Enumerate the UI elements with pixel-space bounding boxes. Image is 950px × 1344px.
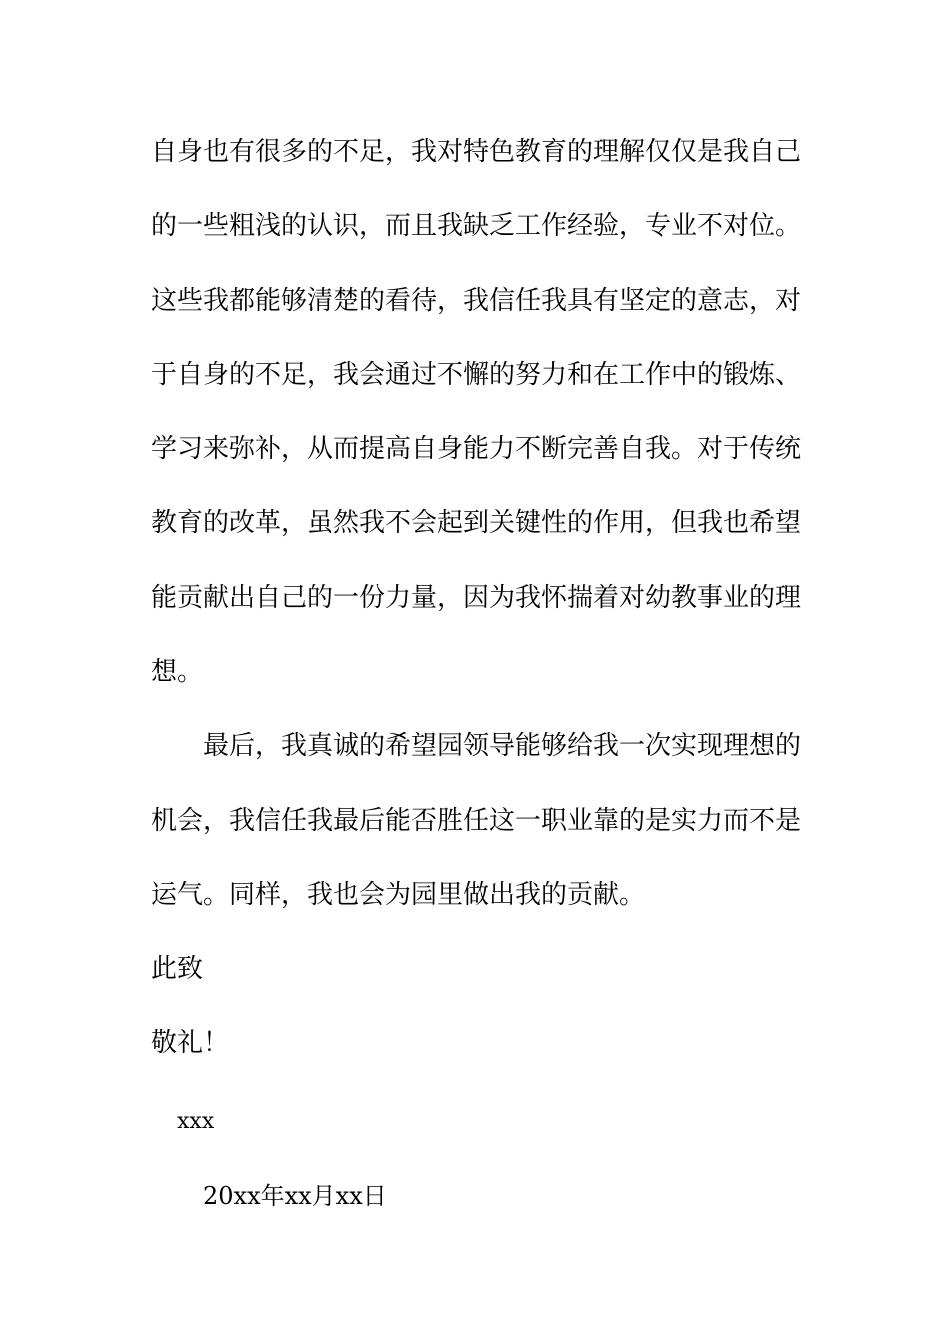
text-line: 运气。同样，我也会为园里做出我的贡献。 [151, 880, 646, 910]
signature: xxx [177, 1109, 215, 1134]
text-line: 的一些粗浅的认识，而且我缺乏工作经验，专业不对位。 [151, 211, 802, 241]
text-line: 机会，我信任我最后能否胜任这一职业靠的是实力而不是 [151, 806, 802, 836]
date: 20xx年xx月xx日 [203, 1182, 387, 1210]
text-line: 最后，我真诚的希望园领导能够给我一次实现理想的 [203, 731, 802, 761]
text-line: 想。 [151, 657, 204, 687]
text-line: 学习来弥补，从而提高自身能力不断完善自我。对于传统 [151, 434, 802, 464]
closing-regards: 敬礼！ [151, 1028, 230, 1058]
text-line: 这些我都能够清楚的看待，我信任我具有坚定的意志，对 [151, 286, 802, 316]
text-line: 教育的改革，虽然我不会起到关键性的作用，但我也希望 [151, 508, 802, 538]
closing-salutation: 此致 [151, 954, 204, 984]
text-line: 于自身的不足，我会通过不懈的努力和在工作中的锻炼、 [151, 360, 802, 390]
text-line: 能贡献出自己的一份力量，因为我怀揣着对幼教事业的理 [151, 583, 802, 613]
text-line: 自身也有很多的不足，我对特色教育的理解仅仅是我自己 [151, 137, 802, 167]
